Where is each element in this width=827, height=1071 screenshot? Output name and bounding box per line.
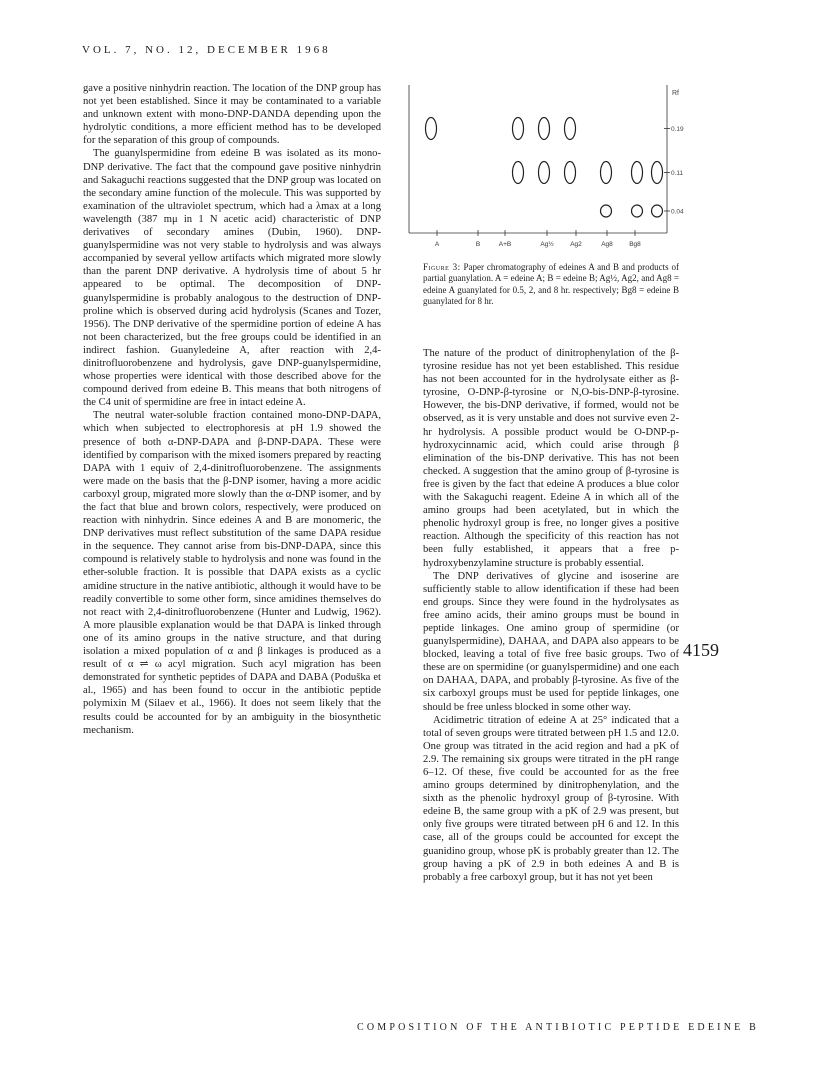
paragraph: gave a positive ninhydrin reaction. The location of the DNP group has not yet been established. Since it may be contaminated to a variable and unknown extent with mono-DNP-DANDA depending upon the hydrolytic conditions, a more efficient method has to be developed for the separation of this group of compounds. [83,83,381,147]
running-header: VOL. 7, NO. 12, DECEMBER 1968 [82,44,331,56]
paragraph: The neutral water-soluble fraction contained mono-DNP-DAPA, which when subjected to electrophoresis at pH 1.9 showed the presence of both α-DNP-DAPA and β-DNP-DAPA. These were identified by comparison with the mixed isomers prepared by reacting DAPA with 1 equiv of 2,4-dinitrofluorobenzene. The assignments were made on the basis that the β-DNP isomer, having a more acidic carboxyl group, migrated more slowly than the α-DNP isomer, and by the fact that blue and brown colors, respectively, were produced on reaction with ninhydrin. Since edeines A and B are monomeric, the DNP derivatives must reflect substitution of the same DAPA residue in the sequence. They cannot arise from bis-DNP-DAPA, since this compound is relatively stable to hydrolysis and none was found in the ether-soluble fraction. It is possible that DAPA exists as a cyclic amidine structure in the native antibiotic, although it would have to be readily convertible to some other form, since amidines themselves do not react with 2,4-dinitrofluorobenzene (Hunter and Ludwig, 1962). A more plausible explanation would be that DAPA is linked through one of its amino groups in the native structure, and that during isolation a mixed population of α and β linkages is produced as a result of α ⇌ ω acyl migration. Such acyl migration has been demonstrated for synthetic peptides of DAPA and DABA (Poduška et al., 1965) and has been found to occur in the antibiotic peptide polymixin M (Silaev et al., 1966). It does not seem likely that the results could be accounted for by an ambiguity in the biosynthetic mechanism. [83,410,381,736]
page-number: 4159 [683,640,719,660]
right-column [423,347,679,884]
lane-label: B [475,241,481,248]
paragraph: Acidimetric titration of edeine A at 25° indicated that a total of seven groups were titrated between pH 1.5 and 12.0. One group was titrated in the acid region and had a pK of 2.9. The remaining six groups were titrated in the pH range 6–12. Of these, five could be accounted for as the free amino groups determined by dinitrophenylation, and the sixth as the phenolic hydroxyl group of β-tyrosine. With edeine B, the same group with a pK of 2.9 was present, but only five groups were titrated between pH 6 and 12. In this case, all of the groups could be accounted for except the guanidino group, whose pK is probably greater than 12. The group having a pK of 2.9 in both edeines A and B is probably a free carboxyl group, but it has not yet been [423,714,679,883]
chromatogram-figure [406,81,685,251]
paragraph: The nature of the product of dinitrophenylation of the β-tyrosine residue has not yet been established. This residue has not been accounted for in the hydrolysate either as β-tyrosine, O-DNP-β-tyrosine or N,O-bis-DNP-β-tyrosine. However, the bis-DNP derivative, if formed, would not be observed, as it is very unstable and does not survive even 2-hr hydrolysis. A possible product would be O-DNP-p-hydroxycinnamic acid, which could arise through β elimination of the bis-DNP derivative. This has not been checked. A suggestion that the amino group of β-tyrosine is free is given by the fact that edeine A produces a blue color with the Sakaguchi reagent. Edeine A in which all of the amino groups had been acetylated, but in which the phenolic hydroxyl group is free, no longer gives a positive reaction. Although the specificity of this reaction has not been fully established, it appears that a free p-hydroxybenzylamine structure is probably essential. [423,348,679,569]
chromatogram-spot [513,118,524,140]
chromatogram-spot [601,162,612,184]
chromatogram-spot [601,205,612,217]
chromatogram-spot [632,205,643,217]
lane-label: Bg8 [629,241,641,248]
lane-label: Ag½ [540,241,554,248]
rf-tick-label: 0.04 [671,208,684,216]
chromatogram-spot [565,162,576,184]
rf-tick-label: 0.19 [671,126,684,133]
chromatogram-spot [652,162,663,184]
figure-caption [423,262,679,308]
chromatogram-spot [565,118,576,140]
lane-label: A+B [498,241,512,248]
lane-label: Ag8 [601,241,613,248]
lane-label: Ag2 [570,241,582,248]
rf-axis-label: Rf [672,90,679,97]
caption-text: Paper chromatography of edeines A and B and products of partial guanylation. A = edeine A; B = edeine B; Ag½, Ag2, and Ag8 = edeine A guanylated for 0.5, 2, and 8 hr. respectively; Bg8 = edeine B guanylated for 8 hr. [423,262,680,307]
paragraph: The guanylspermidine from edeine B was isolated as its mono-DNP derivative. The fact that the compound gave positive ninhydrin and Sakaguchi reactions suggested that the DNP group was located on the secondary amine function of the molecule. This was supported by examination of the ultraviolet spectrum, which had a λmax at a long wavelength (387 mμ in 1 N acetic acid) characteristic of DNP derivatives of secondary amines (Dubin, 1960). DNP-guanylspermidine was not very stable to hydrolysis and was always accompanied by several yellow artifacts which migrated more slowly than the parent DNP derivative. A hydrolysis time of about 5 hr appeared to be optimal. The decomposition of DNP-guanylspermidine is probably analogous to the destruction of DNP-proline which is observed during acid hydrolysis (Scanes and Tozer, 1956). The DNP derivative of the spermidine portion of edeine A has not been characterized, but the free groups could be identified in an indirect fashion. Guanyledeine A, after reaction with 2,4-dinitrofluorobenzene and hydrolysis, gave DNP-guanylspermidine, whose properties were identical with those described above for the compound derived from edeine B. This means that both nitrogens of the C4 unit of spermidine are free in intact edeine A. [83,148,381,409]
paragraph: The DNP derivatives of glycine and isoserine are sufficiently stable to allow identification if these had been end groups. Since they were found in the hydrolysates as free amino acids, their amino groups must be bound in peptide linkages. One amino group of spermidine (or guanylspermidine), DAHAA, and DAPA also appears to be blocked, leaving a total of five free basic groups. Two of these are on spermidine (or guanylspermidine) and one each on DAHAA, DAPA, and probably β-tyrosine. As five of the six carboxyl groups must be used for peptide linkages, one should be free unless blocked in some other way. [423,570,679,713]
left-column [83,82,381,737]
rf-tick-label: 0.11 [671,170,684,177]
lane-label: A [434,241,440,248]
chromatogram-spot [539,118,550,140]
chromatogram-spot [539,162,550,184]
figure-label: Figure 3: [423,262,461,272]
chromatogram-plot [406,81,685,251]
chromatogram-spot [632,162,643,184]
chromatogram-spot [513,162,524,184]
chromatogram-spot [652,205,663,217]
running-footer: COMPOSITION OF THE ANTIBIOTIC PEPTIDE EDEINE B [356,1022,759,1033]
chromatogram-spot [426,118,437,140]
